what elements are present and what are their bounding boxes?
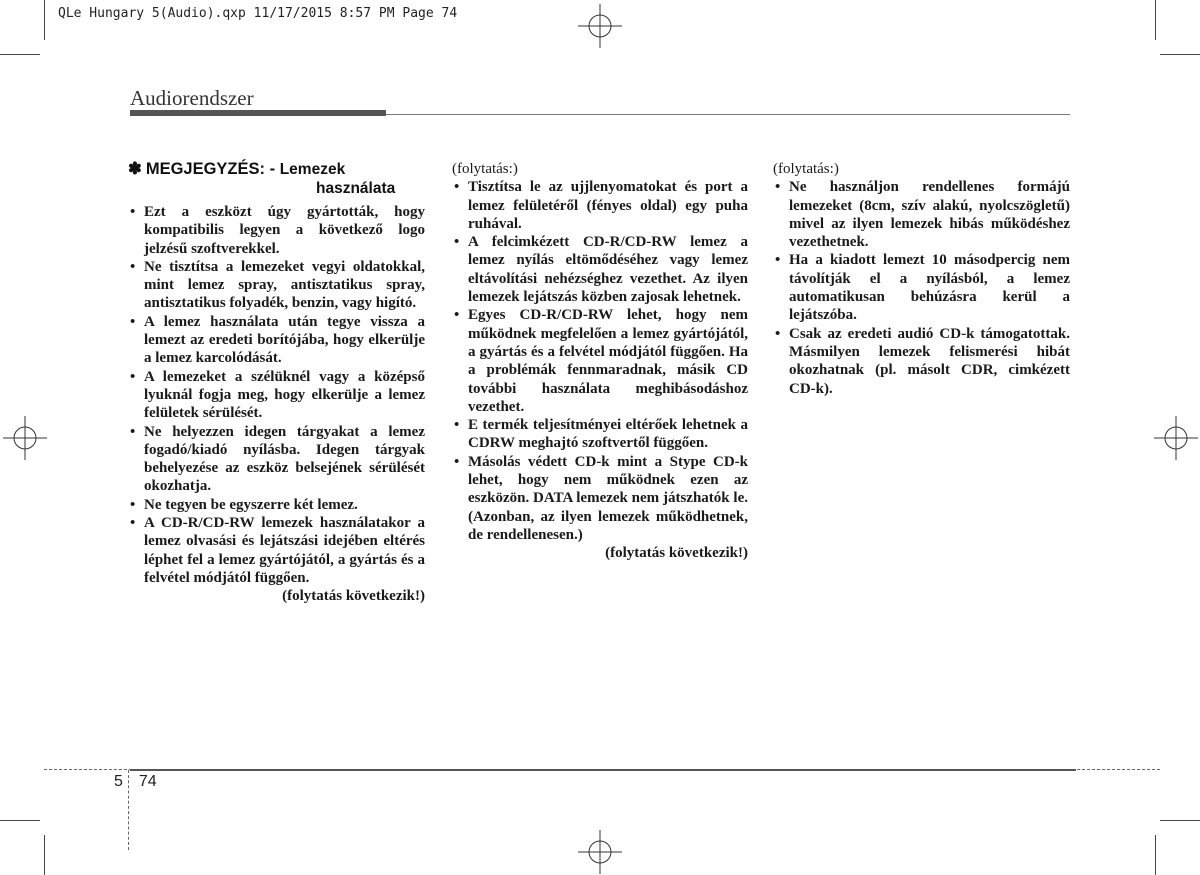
list-item: • Ne helyezzen idegen tárgyakat a lemez fogadó/kiadó nyílásba. Idegen tárgyak behelyezése az eszköz belsejének sérülését okozhatja. <box>128 423 425 496</box>
list-item: • A lemezeket a szélüknél vagy a középső lyuknál fogja meg, hogy elkerülje a lemez felületek sérülését. <box>128 368 425 423</box>
list-item: • Ne tegyen be egyszerre két lemez. <box>128 496 425 514</box>
list-item: • Ne használjon rendellenes formájú lemezeket (8cm, szív alakú, nyolcszögletű) mivel az ilyen lemezek hibás működéshez vezethetnek. <box>773 178 1070 251</box>
bullet-list <box>773 178 1070 398</box>
list-item: • A lemez használata után tegye vissza a lemezt az eredeti borítójába, hogy elkerülje a lemez karcolódását. <box>128 313 425 368</box>
continued-next: (folytatás következik!) <box>282 588 425 605</box>
print-slug: QLe Hungary 5(Audio).qxp 11/17/2015 8:57 PM Page 74 <box>58 6 458 21</box>
list-item: • Egyes CD-R/CD-RW lehet, hogy nem működnek megfelelően a lemez gyártójától, a gyártás és a felvétel módjától függően. Ha a problémák fennmaradnak, másik CD további használata meghibásodáshoz vezethet. <box>452 306 748 416</box>
note-topic-line1: Lemezek <box>279 161 346 178</box>
list-item: • E termék teljesítményei eltérőek lehetnek a CDRW meghajtó szoftvertől függően. <box>452 416 748 453</box>
registration-mark-left <box>3 416 47 460</box>
bullet-list <box>128 203 425 587</box>
list-item: • Tisztítsa le az ujjlenyomatokat és port a lemez felületéről (fényes oldal) egy puha ruhával. <box>452 178 748 233</box>
note-topic-line2: használata <box>316 180 396 197</box>
page-number-value: 74 <box>138 773 157 790</box>
list-item: • A CD-R/CD-RW lemezek használatakor a lemez olvasási és lejátszási idejében eltérés léphet fel a lemez gyártójától, a gyártás és a felvétel módjától függően. <box>128 514 425 587</box>
page-number <box>114 773 157 791</box>
list-item: • Csak az eredeti audió CD-k támogatottak. Másmilyen lemezek felismerési hibát okozhatnak (pl. másolt CDR, cimkézett CD-k). <box>773 325 1070 398</box>
column-3 <box>773 160 1070 398</box>
list-item: • Ne tisztítsa a lemezeket vegyi oldatokkal, mint lemez spray, antisztatikus spray, antisztatikus folyadék, benzin, vagy higító. <box>128 258 425 313</box>
list-item: • Ezt a eszközt úgy gyártották, hogy kompatibilis legyen a következő logo jelzésű szoftverekkel. <box>128 203 425 258</box>
column-2 <box>452 160 748 563</box>
note-heading <box>128 160 425 198</box>
section-title: Audiorendszer <box>130 86 254 110</box>
registration-mark-right <box>1154 416 1198 460</box>
chapter-number: 5 <box>114 773 123 790</box>
continued-from: (folytatás:) <box>773 161 839 177</box>
registration-mark-bottom <box>578 830 622 874</box>
bullet-list <box>452 178 748 544</box>
continued-from: (folytatás:) <box>452 161 518 177</box>
list-item: • Ha a kiadott lemezt 10 másodpercig nem távolítják el a nyílásból, a lemez automatikusan behúzásra kerül a lejátszóba. <box>773 251 1070 324</box>
list-item: • Másolás védett CD-k mint a Stype CD-k lehet, hogy nem működnek ezen az eszközön. DATA lemezek nem játszhatók le. (Azonban, az ilyen lemezek működhetnek, de rendellenesen.) <box>452 453 748 544</box>
registration-mark-top <box>578 4 622 48</box>
note-star-icon: ✽ <box>128 160 142 178</box>
column-1 <box>128 160 425 606</box>
section-title-bar <box>130 110 386 116</box>
section-title-rule <box>386 114 1070 115</box>
note-label: MEGJEGYZÉS: - <box>145 160 276 178</box>
continued-next: (folytatás következik!) <box>605 545 748 562</box>
list-item: • A felcimkézett CD-R/CD-RW lemez a lemez nyílás eltömődéséhez vagy lemez eltávolítási nehézséghez vezethet. Az ilyen lemezek lejátszás közben zajosak lehetnek. <box>452 233 748 306</box>
footer-rule <box>130 769 1076 771</box>
